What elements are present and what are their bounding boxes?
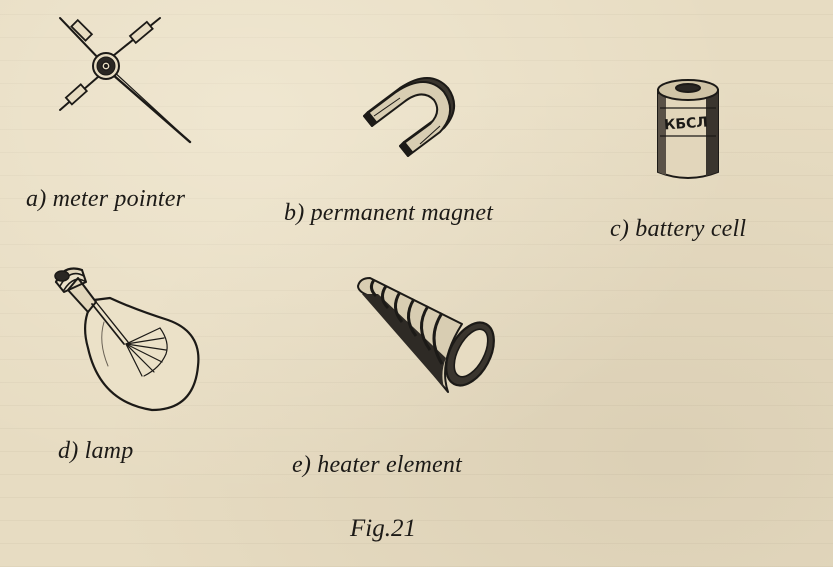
caption-battery-cell: c) battery cell <box>610 216 747 242</box>
figure-title: Fig.21 <box>350 515 416 542</box>
meter-pointer-figure <box>50 10 200 150</box>
caption-lamp: d) lamp <box>58 438 134 464</box>
lamp-figure <box>52 262 212 412</box>
light-bulb-icon <box>52 262 212 412</box>
caption-meter-pointer: a) meter pointer <box>26 186 186 212</box>
heater-element-icon <box>352 272 502 402</box>
battery-cell-icon <box>650 68 730 188</box>
caption-heater-element: e) heater element <box>292 452 462 478</box>
horseshoe-magnet-icon <box>360 58 470 168</box>
heater-element-figure <box>352 272 502 402</box>
battery-label-text: КБСЛ <box>663 114 709 134</box>
battery-cell-figure <box>650 68 730 188</box>
caption-permanent-magnet: b) permanent magnet <box>284 200 494 226</box>
meter-pointer-icon <box>50 10 200 150</box>
permanent-magnet-figure <box>360 58 470 168</box>
